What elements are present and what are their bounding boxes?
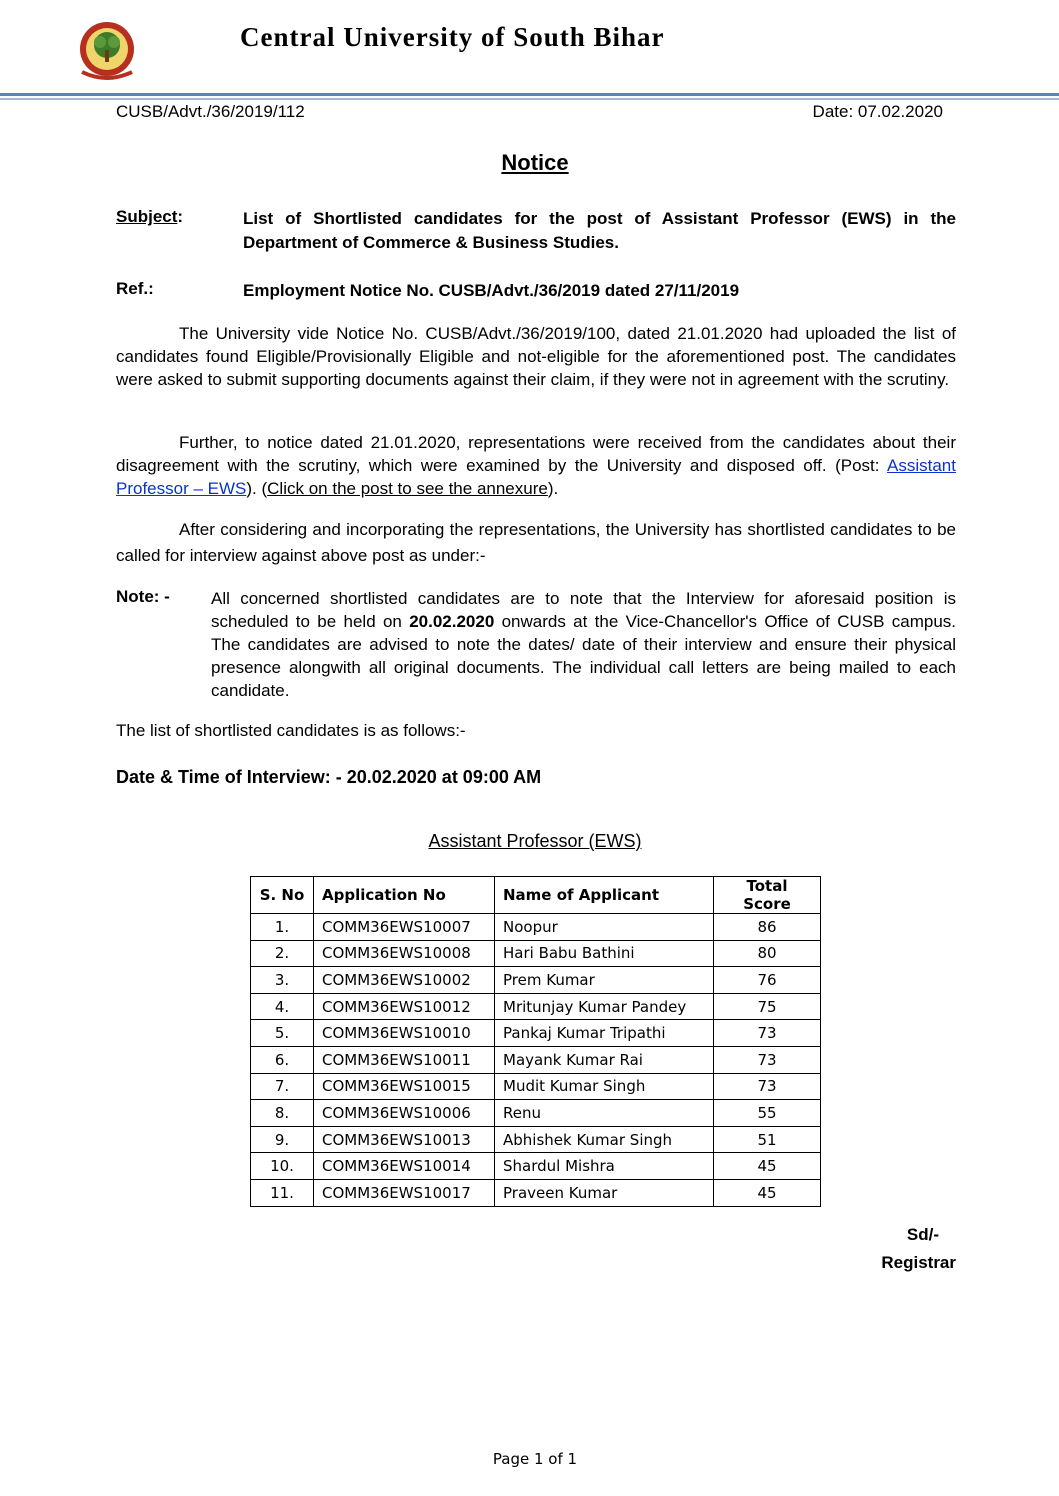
signatory-title: Registrar bbox=[881, 1253, 956, 1272]
score-cell: 55 bbox=[714, 1100, 821, 1127]
serial-cell: 7. bbox=[251, 1073, 314, 1100]
applicant-name-cell: Pankaj Kumar Tripathi bbox=[495, 1020, 714, 1047]
serial-cell: 10. bbox=[251, 1153, 314, 1180]
page-number: Page 1 of 1 bbox=[492, 1450, 578, 1468]
applicant-name-cell: Hari Babu Bathini bbox=[495, 940, 714, 967]
application-no-cell: COMM36EWS10002 bbox=[314, 967, 495, 994]
notice-date: Date: 07.02.2020 bbox=[812, 102, 943, 121]
table-caption: Assistant Professor (EWS) bbox=[428, 831, 642, 851]
application-no-cell: COMM36EWS10015 bbox=[314, 1073, 495, 1100]
applicant-name-cell: Noopur bbox=[495, 914, 714, 941]
signature-sd: Sd/- bbox=[906, 1225, 939, 1244]
application-no-cell: COMM36EWS10017 bbox=[314, 1179, 495, 1206]
paragraph-3: After considering and incorporating the representations, the University has shortlisted candidates to be called for interview against above post as under:- bbox=[116, 520, 956, 565]
note-label: Note: - bbox=[116, 587, 170, 606]
serial-cell: 9. bbox=[251, 1126, 314, 1153]
note-text: All concerned shortlisted candidates are to note that the Interview for aforesaid position is scheduled to be held on 20.02.2020 onwards at the Vice-Chancellor's Office of CUSB campus. The candidates are advised to note the dates/ date of their interview and ensure their physical presence alongwith all original documents. The individual call letters are being mailed to each candidate. bbox=[211, 589, 956, 700]
serial-cell: 4. bbox=[251, 993, 314, 1020]
score-cell: 45 bbox=[714, 1153, 821, 1180]
applicant-name-cell: Prem Kumar bbox=[495, 967, 714, 994]
score-cell: 73 bbox=[714, 1020, 821, 1047]
application-no-cell: COMM36EWS10006 bbox=[314, 1100, 495, 1127]
table-row bbox=[251, 914, 821, 941]
application-no-cell: COMM36EWS10007 bbox=[314, 914, 495, 941]
score-cell: 73 bbox=[714, 1073, 821, 1100]
score-cell: 45 bbox=[714, 1179, 821, 1206]
table-row bbox=[251, 993, 821, 1020]
table-row bbox=[251, 1020, 821, 1047]
column-header: Name of Applicant bbox=[495, 877, 714, 914]
score-cell: 86 bbox=[714, 914, 821, 941]
table-header-row bbox=[251, 877, 821, 914]
applicant-name-cell: Praveen Kumar bbox=[495, 1179, 714, 1206]
interview-schedule: Date & Time of Interview: - 20.02.2020 at 09:00 AM bbox=[116, 767, 542, 787]
table-row bbox=[251, 1179, 821, 1206]
page-title: Notice bbox=[501, 150, 569, 175]
application-no-cell: COMM36EWS10013 bbox=[314, 1126, 495, 1153]
serial-cell: 6. bbox=[251, 1046, 314, 1073]
score-cell: 76 bbox=[714, 967, 821, 994]
serial-cell: 3. bbox=[251, 967, 314, 994]
column-header: Total Score bbox=[714, 877, 821, 914]
list-intro: The list of shortlisted candidates is as follows:- bbox=[116, 721, 466, 740]
applicant-name-cell: Mudit Kumar Singh bbox=[495, 1073, 714, 1100]
application-no-cell: COMM36EWS10014 bbox=[314, 1153, 495, 1180]
table-row bbox=[251, 1100, 821, 1127]
application-no-cell: COMM36EWS10012 bbox=[314, 993, 495, 1020]
application-no-cell: COMM36EWS10011 bbox=[314, 1046, 495, 1073]
applicant-name-cell: Abhishek Kumar Singh bbox=[495, 1126, 714, 1153]
table-row bbox=[251, 967, 821, 994]
application-no-cell: COMM36EWS10010 bbox=[314, 1020, 495, 1047]
ref-label: Ref.: bbox=[116, 279, 154, 298]
applicant-name-cell: Shardul Mishra bbox=[495, 1153, 714, 1180]
applicant-name-cell: Mritunjay Kumar Pandey bbox=[495, 993, 714, 1020]
header-rule bbox=[0, 93, 1059, 96]
serial-cell: 5. bbox=[251, 1020, 314, 1047]
serial-cell: 1. bbox=[251, 914, 314, 941]
subject-label: Subject: bbox=[116, 207, 184, 226]
reference-number: CUSB/Advt./36/2019/112 bbox=[116, 102, 305, 121]
applicant-name-cell: Mayank Kumar Rai bbox=[495, 1046, 714, 1073]
score-cell: 73 bbox=[714, 1046, 821, 1073]
score-cell: 75 bbox=[714, 993, 821, 1020]
subject-text: List of Shortlisted candidates for the post of Assistant Professor (EWS) in the Department of Commerce & Business Studies. bbox=[243, 209, 956, 252]
table-row bbox=[251, 1046, 821, 1073]
table-row bbox=[251, 1073, 821, 1100]
table-row bbox=[251, 1126, 821, 1153]
serial-cell: 11. bbox=[251, 1179, 314, 1206]
table-row bbox=[251, 1153, 821, 1180]
score-cell: 51 bbox=[714, 1126, 821, 1153]
serial-cell: 2. bbox=[251, 940, 314, 967]
annexure-hint: Click on the post to see the annexure bbox=[267, 479, 548, 498]
applicant-name-cell: Renu bbox=[495, 1100, 714, 1127]
university-logo bbox=[72, 20, 142, 82]
paragraph-2: Further, to notice dated 21.01.2020, representations were received from the candidates about their disagreement with the scrutiny, which were examined by the University and disposed off. (Post: Assistant Professor – EWS). (Click on the post to see the annexure). bbox=[116, 433, 956, 498]
score-cell: 80 bbox=[714, 940, 821, 967]
column-header: S. No bbox=[251, 877, 314, 914]
serial-cell: 8. bbox=[251, 1100, 314, 1127]
shortlist-table bbox=[250, 876, 821, 1207]
annexure-link[interactable]: Assistant Professor – EWS bbox=[116, 456, 956, 498]
application-no-cell: COMM36EWS10008 bbox=[314, 940, 495, 967]
university-name: Central University of South Bihar bbox=[240, 22, 665, 52]
ref-text: Employment Notice No. CUSB/Advt./36/2019 dated 27/11/2019 bbox=[243, 281, 740, 300]
table-row bbox=[251, 940, 821, 967]
paragraph-1: The University vide Notice No. CUSB/Advt./36/2019/100, dated 21.01.2020 had uploaded the list of candidates found Eligible/Provisionally Eligible and not-eligible for the aforementioned post. The candidates were asked to submit supporting documents against their claim, if they were not in agreement with the scrutiny. bbox=[116, 324, 956, 389]
column-header: Application No bbox=[314, 877, 495, 914]
header-rule-thin bbox=[0, 98, 1059, 100]
